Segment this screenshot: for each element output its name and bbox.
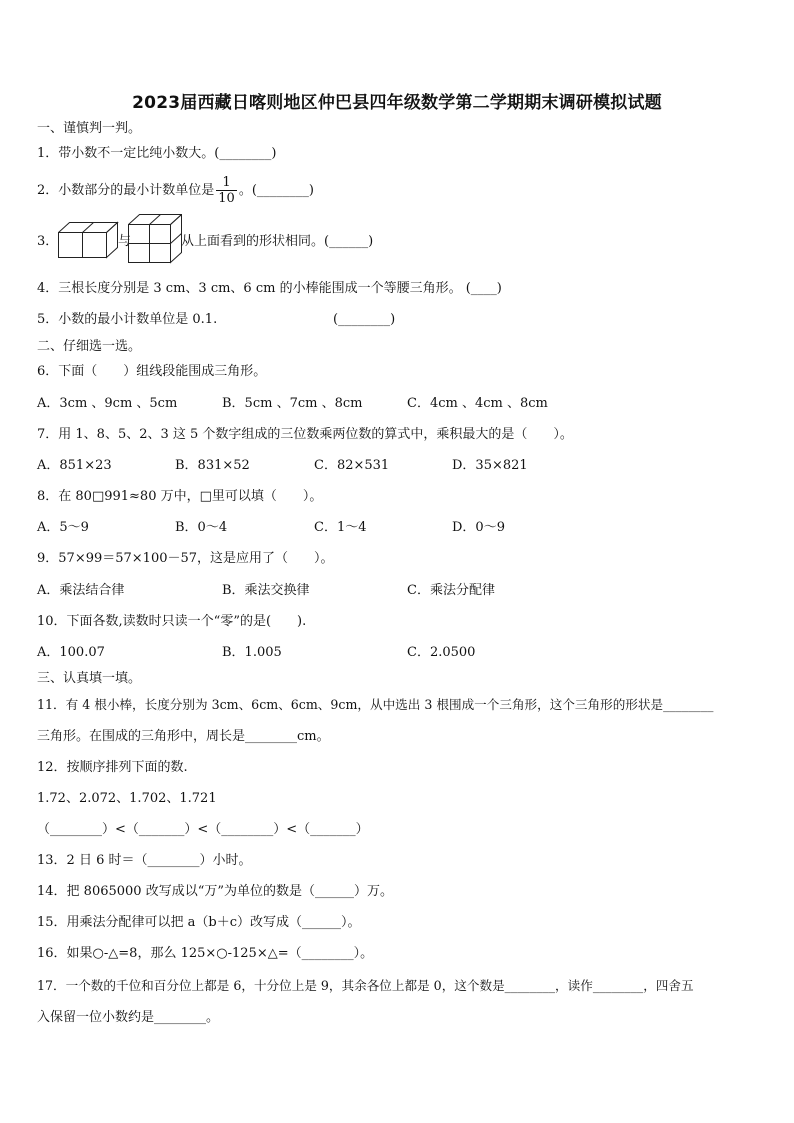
question-3-number: 3．: [37, 234, 59, 249]
question-8-option-b: B．0～4: [175, 520, 228, 535]
question-2-text: 2．小数部分的最小计数单位是: [37, 183, 215, 198]
question-9-option-c: C．乘法分配律: [407, 583, 495, 598]
section-2-heading: 二、仔细选一选。: [37, 339, 142, 354]
question-11-line-2: 三角形。在围成的三角形中，周长是________cm。: [37, 729, 330, 744]
question-8: 8．在 80□991≈80 万中，□里可以填（ ）。: [37, 489, 323, 504]
question-7-option-a: A．851×23: [37, 458, 112, 473]
question-5: 5．小数的最小计数单位是 0.1.: [37, 312, 218, 327]
question-9: 9．57×99＝57×100－57，这是应用了（ ）。: [37, 551, 334, 566]
question-12-numbers: 1.72、2.072、1.702、1.721: [37, 791, 217, 806]
question-7-option-c: C．82×531: [314, 458, 390, 473]
section-3-heading: 三、认真填一填。: [37, 671, 142, 686]
question-6-option-b: B．5cm 、7cm 、8cm: [222, 396, 363, 411]
fraction: [216, 175, 237, 206]
question-10: 10．下面各数,读数时只读一个“零”的是( ).: [37, 614, 307, 629]
cuboid-figure-2: [128, 214, 182, 264]
cuboid-figure-1: [58, 221, 120, 259]
question-7: 7．用 1、8、5、2、3 这 5 个数字组成的三位数乘两位数的算式中，乘积最大的是（ ）。: [37, 427, 573, 442]
question-8-option-c: C．1～4: [314, 520, 367, 535]
question-4: 4．三根长度分别是 3 cm、3 cm、6 cm 的小棒能围成一个等腰三角形。 (____): [37, 281, 502, 296]
question-13: 13．2 日 6 时＝（________）小时。: [37, 853, 252, 868]
question-6-option-c: C．4cm 、4cm 、8cm: [407, 396, 548, 411]
question-12: 12．按顺序排列下面的数.: [37, 760, 188, 775]
fraction-numerator: 1: [216, 175, 237, 191]
question-3-text: 从上面看到的形状相同。(______): [181, 234, 374, 249]
question-16: 16．如果○-△=8，那么 125×○-125×△=（________）。: [37, 946, 374, 961]
question-8-option-d: D．0～9: [452, 520, 505, 535]
question-3-connector: 与: [118, 234, 132, 249]
question-17-line-2: 入保留一位小数约是________。: [37, 1010, 220, 1025]
question-9-option-b: B．乘法交换律: [222, 583, 310, 598]
question-11-line-1: 11．有 4 根小棒，长度分别为 3cm、6cm、6cm、9cm，从中选出 3 根围成一个三角形，这个三角形的形状是________: [37, 697, 714, 712]
question-17-line-1: 17．一个数的千位和百分位上都是 6，十分位上是 9，其余各位上都是 0，这个数是________，读作________，四舍五: [37, 978, 694, 993]
question-8-option-a: A．5～9: [37, 520, 89, 535]
question-10-option-a: A．100.07: [37, 645, 105, 660]
question-7-option-b: B．831×52: [175, 458, 250, 473]
question-7-option-d: D．35×821: [452, 458, 528, 473]
question-6-option-a: A．3cm 、9cm 、5cm: [37, 396, 178, 411]
question-1: 1．带小数不一定比纯小数大。(________): [37, 146, 277, 161]
question-14: 14．把 8065000 改写成以“万”为单位的数是（______）万。: [37, 884, 393, 899]
question-10-option-c: C．2.0500: [407, 645, 476, 660]
question-15: 15．用乘法分配律可以把 a（b＋c）改写成（______）。: [37, 915, 361, 930]
section-1-heading: 一、谨慎判一判。: [37, 121, 142, 136]
question-9-option-a: A．乘法结合律: [37, 583, 125, 598]
question-5-blank: (________): [333, 312, 396, 327]
question-10-option-b: B．1.005: [222, 645, 282, 660]
question-12-blanks: （________）<（_______）<（________）<（_______）: [37, 822, 369, 837]
question-6: 6．下面（ ）组线段能围成三角形。: [37, 364, 267, 379]
question-2-blank: 。(________): [238, 183, 314, 198]
page-title: 2023届西藏日喀则地区仲巴县四年级数学第二学期期末调研模拟试题: [132, 93, 662, 113]
fraction-denominator: 10: [218, 191, 235, 206]
question-2: [37, 172, 314, 210]
